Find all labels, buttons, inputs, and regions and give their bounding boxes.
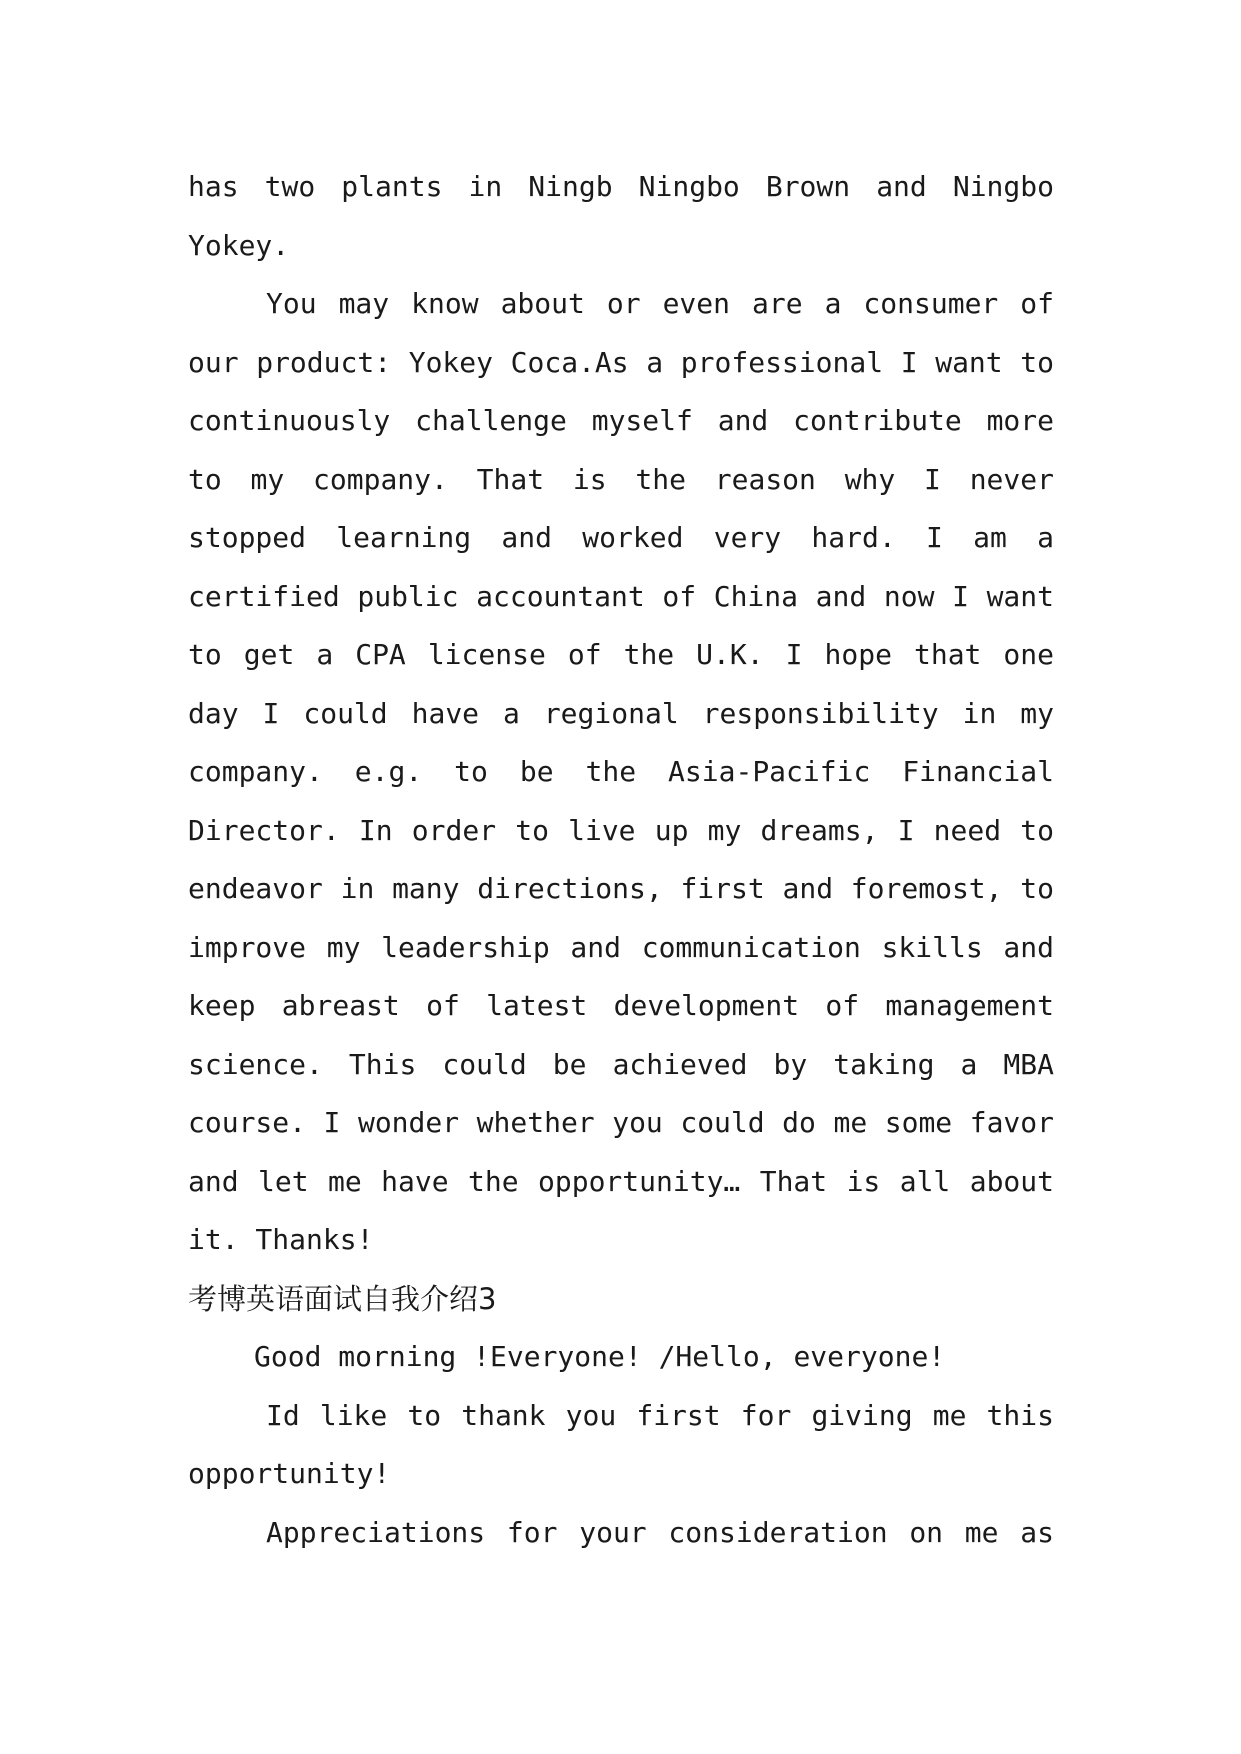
paragraph-career-goals: You may know about or even are a consumer of our product: Yokey Coca.As a professional I want to continuously challenge myself and contribute more to my company. That is the reason why I never stopped learning and worked very hard. I am a certified public accountant of China and now I want to get a CPA license of the U.K. I hope that one day I could have a regional responsibility in my company. e.g. to be the Asia-Pacific Financial Director. In order to live up my dreams, I need to endeavor in many directions, first and foremost, to improve my leadership and communication skills and keep abreast of latest development of management science. This could be achieved by taking a MBA course. I wonder whether you could do me some favor and let me have the opportunity… That is all about it. Thanks! (188, 287, 1054, 1256)
paragraph-thanks: Id like to thank you first for giving me this opportunity! (188, 1398, 1054, 1490)
document-page (188, 158, 1054, 1562)
paragraph-appreciation: Appreciations for your consideration on me as (266, 1515, 1054, 1549)
paragraph-greeting: Good morning !Everyone! /Hello, everyone! (254, 1340, 946, 1373)
section-heading: 考博英语面试自我介绍3 (188, 1281, 497, 1316)
paragraph-continuation: has two plants in Ningb Ningbo Brown and Ningbo Yokey. (188, 170, 1054, 262)
